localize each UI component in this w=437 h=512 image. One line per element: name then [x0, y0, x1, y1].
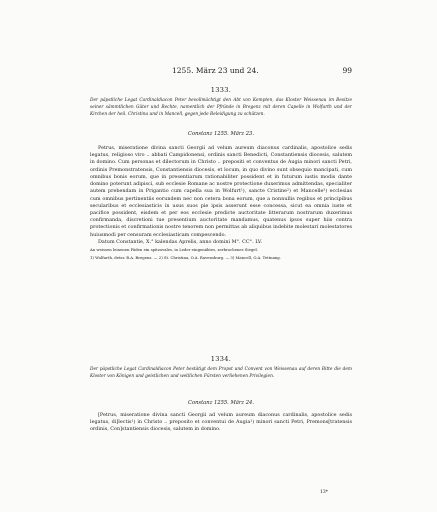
doc-1333-dateline: Constanz 1255. März 23.: [187, 131, 254, 137]
doc-1333-source-note: An weissen leinenen Fäden ein spitzovales, in Leder eingenähtes, zerbrochenes Siegel.: [90, 247, 258, 253]
running-header: [90, 66, 352, 76]
doc-1333-dateline-wrap: [90, 131, 352, 137]
doc-1333-text: Petrus, miseratione divina sancti Georgii ad velum aureum diaconus cardinalis, apostolice sedis legatus, religioso viro .. abbati Campidonensi, ordinis sancti Benedicti, Constantiensis diocesis, salutem in domino. Cum personas et dilectorum in Christo .. prepositi et conventus de Augia minori sancti Petri, ordinis Premonstratensis, Constantiensis diocesis, et locum, in quo divino sunt obsequio mancipati, cum omnibus bonis eorum, que in presentiarum rationabiliter possident et in futurum iustis modis dante domino poterunt adipisci, sub ecclesie Romane ac nostre protectione duxerimus admittendas, specialiter autem prebendam in Prigantio cum capella sua in Wolfurt¹), sancte Cristine²) et Mancelle³) ecclesias cum omnibus pertinentiis eorundem nec non cetera bona eorum, que a nonnullis regibus et principibus secularibus et ecclesiasticis in usus suos pie ipsis asserunt esse concessa, sicut ea omnia iuste et pacifice possident, eisdem et per eos ecclesie predicte auctoritate litterarum nostrarum duxerimus confirmanda, discretioni tue presentium auctoritate mandamus, quatenus ipsos super hiis contra protectionis et confirmationis nostre tenorem non permittas ab aliquibus indebite molestari molestatores huiusmodi per censuram ecclesiasticam compescendo.: [90, 145, 352, 238]
doc-1333-body: [90, 145, 352, 261]
doc-1334-number: 1334.: [210, 355, 232, 363]
signature-mark: 13*: [320, 490, 328, 495]
doc-1334-text: [Petrus, miseratione divina sancti Georgii ad velum aureum diaconus cardinalis, apostolice sedis legatus, di]lectis¹) in Christo .. preposito et conventui de Augia¹) minori sancti Petri, Premons[tratensis ordinis, Con]stantiensis diocesis, salutem in domino.: [90, 412, 352, 433]
doc-1334-body: [90, 412, 352, 434]
header-dates: 1255. März 23 und 24.: [172, 66, 259, 75]
doc-1333-number: 1333.: [210, 86, 232, 94]
doc-1333-closing: Datum Constantie, X.° kalendas Aprelis, anno domini M°. CC°. LV.: [98, 238, 263, 245]
doc-1333-regest-wrap: [90, 98, 352, 118]
doc-1334-regest-wrap: [90, 367, 352, 381]
doc-1334-dateline-wrap: [90, 400, 352, 406]
doc-1333-footnotes: 1) Wolfurth, detsr. B.A. Bregenz. — 2) St. Christina, O.A. Ravensburg. — 3) Mancell, O.A. Tettnang.: [90, 255, 281, 261]
doc-1334-regest: Der päpstliche Legat Cardinaldiacon Peter bestätigt dem Propst und Convent von Weissenau auf deren Bitte die dem Kloster von Königen und geistlichen und weltlichen Fürsten verliehenen Privilegien.: [90, 367, 352, 379]
doc-1334-dateline: Constanz 1255. März 24.: [187, 400, 254, 406]
doc-1333-regest: Der päpstliche Legat Cardinaldiacon Peter bevollmächtigt den Abt von Kempten, das Kloster Weissenau im Besitze seiner sämmtlichen Güter und Rechte, namentlich der Pfründe in Bregenz mit deren Capelle in Wolfurth und der Kirchen der heil. Christina und in Mancell, gegen jede Beleidigung zu schützen.: [90, 98, 352, 117]
doc-1334-number-wrap: [90, 355, 352, 363]
doc-1333-number-wrap: [90, 86, 352, 94]
page-number: 99: [342, 66, 352, 75]
